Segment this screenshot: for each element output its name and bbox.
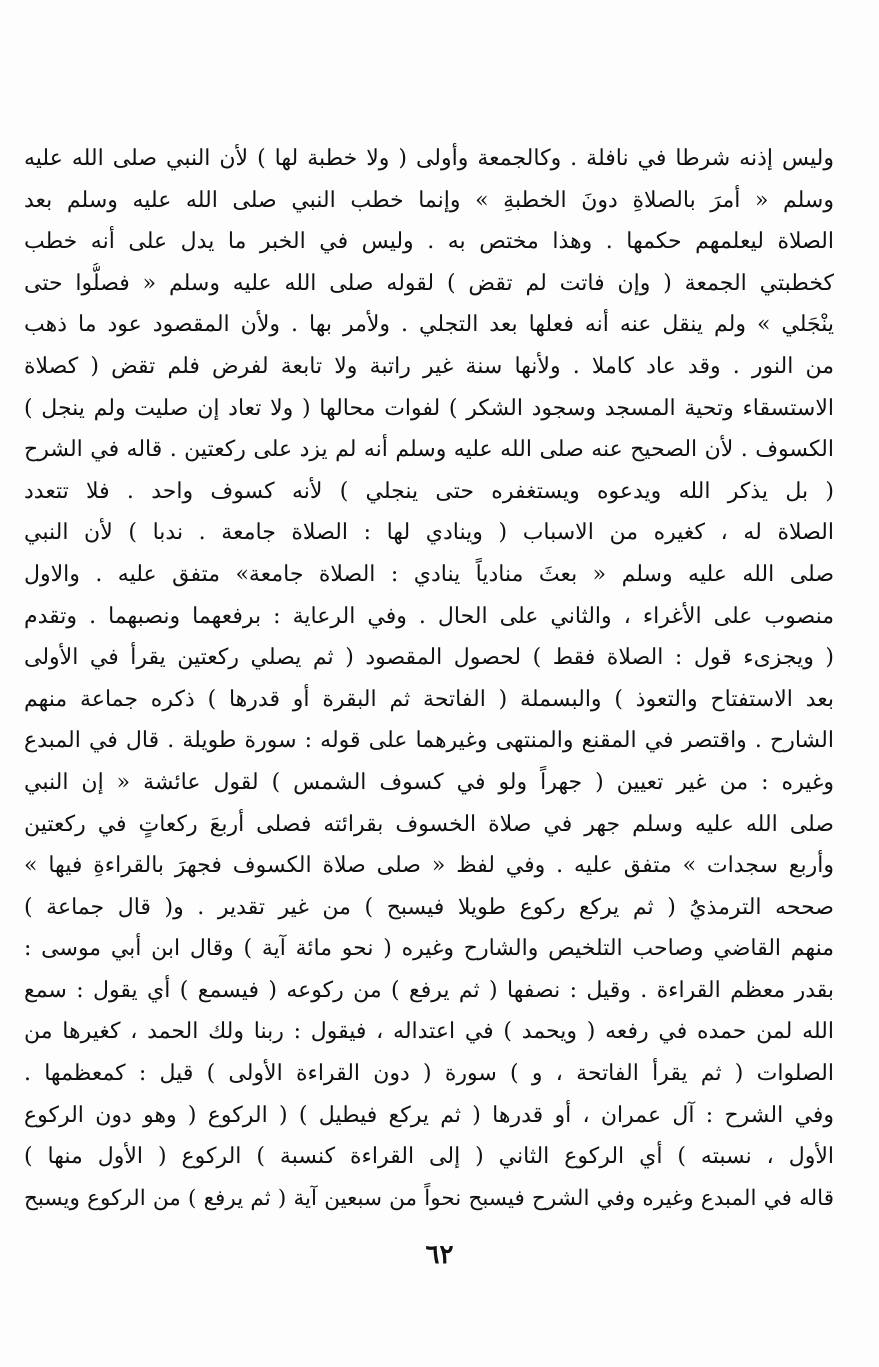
text-line: وسلم « أمرَ بالصلاةِ دونَ الخطبةِ » وإنما خطب النبي صلى الله عليه وسلم بعد (24, 187, 834, 213)
text-line: صلى الله عليه وسلم جهر في صلاة الخسوف بقرائته فصلى أربعَ ركعاتٍ في ركعتين (24, 811, 834, 837)
text-line: ينْجَلي » ولم ينقل عنه أنه فعلها بعد التجلي . ولأمر بها . ولأن المقصود عود ما ذهب (24, 312, 834, 338)
text-line: وغيره : من غير تعيين ( جهراً ولو في كسوف الشمس ) لقول عائشة « إن النبي (24, 769, 834, 795)
text-line: صححه الترمذيُ ( ثم يركع ركوع طويلا فيسبح ) من غير تقدير . و( قال جماعة ) (24, 894, 834, 920)
text-line: الله لمن حمده في رفعه ( ويحمد ) في اعتداله ، فيقول : ربنا ولك الحمد ، كغيرها من (24, 1019, 834, 1045)
text-line: قاله في المبدع وغيره وفي الشرح فيسبح نحواً من سبعين آية ( ثم يرفع ) من الركوع ويسبح (24, 1185, 834, 1211)
text-line: بقدر معظم القراءة . وقيل : نصفها ( ثم يرفع ) من ركوعه ( فيسمع ) أي يقول : سمع (24, 977, 834, 1003)
text-line: وليس إذنه شرطا في نافلة . وكالجمعة وأولى ( ولا خطبة لها ) لأن النبي صلى الله عليه (24, 146, 834, 171)
text-line: الشارح . واقتصر في المقنع والمنتهى وغيرهما على قوله : سورة طويلة . قال في المبدع (24, 728, 834, 754)
text-line: الأول ، نسبته ) أي الركوع الثاني ( إلى القراءة كنسبة ) الركوع ( الأول منها ) (24, 1144, 834, 1170)
page-number: ٦٢ (425, 1240, 454, 1270)
text-line: من النور . وقد عاد كاملا . ولأنها سنة غير راتبة ولا تابعة لفرض فلم تقض ( كصلاة (24, 353, 834, 379)
text-line: الصلاة ليعلمهم حكمها . وهذا مختص به . وليس في الخبر ما يدل على أنه خطب (24, 229, 834, 255)
text-line: منصوب على الأغراء ، والثاني على الحال . وفي الرعاية : برفعهما ونصبهما . وتقدم (24, 603, 834, 629)
text-line: منهم القاضي وصاحب التلخيص والشارح وغيره ( نحو مائة آية ) وقال ابن أبي موسى : (24, 936, 834, 962)
text-line: الاستسقاء وتحية المسجد وسجود الشكر ) لفوات محالها ( ولا تعاد إن صليت ولم ينجل ) (24, 395, 834, 421)
text-line: الكسوف . لأن الصحيح عنه صلى الله عليه وسلم أنه لم يزد على ركعتين . قاله في الشرح (24, 437, 834, 463)
text-line: وأربع سجدات » متفق عليه . وفي لفظ « صلى صلاة الكسوف فجهرَ بالقراءةِ فيها » (24, 853, 834, 879)
text-line: ( بل يذكر الله ويدعوه ويستغفره حتى ينجلي ) لأنه كسوف واحد . فلا تتعدد (24, 478, 834, 504)
text-line: وفي الشرح : آل عمران ، أو قدرها ( ثم يركع فيطيل ) ( الركوع ( وهو دون الركوع (24, 1102, 834, 1128)
text-line: صلى الله عليه وسلم « بعثَ منادياً ينادي : الصلاة جامعة» متفق عليه . والاول (24, 561, 834, 587)
text-line: الصلاة له ، كغيره من الاسباب ( وينادي لها : الصلاة جامعة . ندبا ) لأن النبي (24, 520, 834, 546)
text-line: بعد الاستفتاح والتعوذ ) والبسملة ( الفاتحة ثم البقرة أو قدرها ) ذكره جماعة منهم (24, 686, 834, 712)
text-line: ( ويجزىء قول : الصلاة فقط ) لحصول المقصود ( ثم يصلي ركعتين يقرأ في الأولى (24, 645, 834, 671)
text-line: الصلوات ( ثم يقرأ الفاتحة ، و ) سورة ( دون القراءة الأولى ) قيل : كمعظمها . (24, 1061, 834, 1087)
body-text (24, 138, 834, 1219)
text-line: كخطبتي الجمعة ( وإن فاتت لم تقض ) لقوله صلى الله عليه وسلم « فصلُّوا حتى (24, 270, 834, 296)
